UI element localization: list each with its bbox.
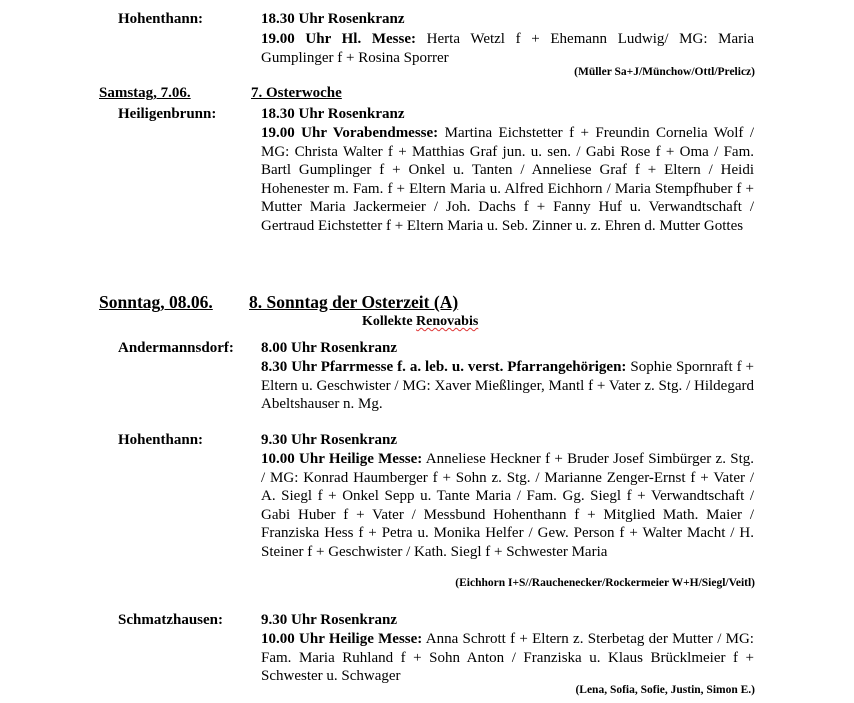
mass-entry bbox=[261, 630, 754, 686]
altar-servers: (Lena, Sofia, Sofie, Justin, Simon E.) bbox=[575, 684, 755, 696]
rosary-time: 9.30 Uhr Rosenkranz bbox=[261, 612, 397, 628]
day-header-date: Sonntag, 08.06. bbox=[99, 292, 213, 312]
location-label: Heiligenbrunn: bbox=[118, 106, 217, 122]
mass-label: 19.00 Uhr Vorabendmesse: bbox=[261, 125, 439, 141]
mass-entry bbox=[261, 30, 754, 67]
mass-intentions: Herta Wetzl f + Ehemann Ludwig/ MG: Maria Gumplinger f + Rosina Sporrer bbox=[261, 31, 754, 66]
altar-servers: (Müller Sa+J/Münchow/Ottl/Prelicz) bbox=[574, 66, 755, 78]
rosary-time: 18.30 Uhr Rosenkranz bbox=[261, 11, 405, 27]
location-label: Schmatzhausen: bbox=[118, 612, 224, 628]
mass-entry bbox=[261, 124, 754, 236]
location-label: Andermannsdorf: bbox=[118, 340, 234, 356]
location-label: Hohenthann: bbox=[118, 11, 204, 27]
collection-label: Kollekte bbox=[362, 314, 413, 329]
mass-label: 10.00 Uhr Heilige Messe: bbox=[261, 451, 423, 467]
mass-label: 19.00 Uhr Hl. Messe: bbox=[261, 31, 417, 47]
day-header-date: Samstag, 7.06. bbox=[99, 85, 191, 101]
mass-intentions: Anneliese Heckner f + Bruder Josef Simbürger z. Stg. / MG: Konrad Haumberger f + Sohn z. Stg. / Marianne Zenger-Ernst f + Vater / A. Siegl f + Onkel Sepp u. Tante Maria / Fam. Gg. Siegl f + Verwandtschaft / Gabi Huber f + Vater / Messbund Hohenthann f + Mitglied Math. Maier / Franziska Hess f + Petra u. Monika Helfer / Gew. Person f + Walter Macht / H. Steiner f + Geschwister / Kath. Siegl f + Schwester Maria bbox=[261, 451, 754, 560]
mass-label: 8.30 Uhr Pfarrmesse f. a. leb. u. verst. Pfarrangehörigen: bbox=[261, 359, 627, 375]
altar-servers: (Eichhorn I+S//Rauchenecker/Rockermeier W+H/Siegl/Veitl) bbox=[455, 577, 755, 589]
mass-intentions: Sophie Spornraft f + Eltern u. Geschwister / MG: Xaver Mießlinger, Mantl f + Vater z. Stg. / Hildegard Abeltshauser n. Mg. bbox=[261, 359, 755, 413]
mass-entry bbox=[261, 450, 754, 562]
mass-intentions: Martina Eichstetter f + Freundin Cornelia Wolf / MG: Christa Walter f + Matthias Graf jun. u. sen. / Gabi Rose f + Oma / Fam. Bartl Gumplinger f + Onkel u. Tanten / Anneliese Graf f + Eltern / Heidi Hohenester m. Fam. f + Eltern Maria u. Alfred Eichhorn / Maria Stempfhuber f + Mutter Maria Jackermeier / Joh. Dachs f + Fanny Huf u. Verwandtschaft / Gertraud Eichstetter f + Eltern Maria u. Seb. Zinner u. z. Ehren d. Mutter Gottes bbox=[261, 125, 755, 234]
collection-name: Renovabis bbox=[416, 314, 479, 329]
day-header-title: 8. Sonntag der Osterzeit (A) bbox=[249, 292, 459, 312]
rosary-time: 18.30 Uhr Rosenkranz bbox=[261, 106, 405, 122]
collection-note bbox=[362, 314, 478, 330]
location-label: Hohenthann: bbox=[118, 432, 204, 448]
mass-entry bbox=[261, 358, 754, 414]
mass-label: 10.00 Uhr Heilige Messe: bbox=[261, 631, 423, 647]
mass-intentions: Anna Schrott f + Eltern z. Sterbetag der Mutter / MG: Fam. Maria Ruhland f + Sohn Anton / Franziska u. Klaus Brücklmeier f + Schwester u. Schwager bbox=[261, 631, 754, 685]
rosary-time: 9.30 Uhr Rosenkranz bbox=[261, 432, 397, 448]
day-header-title: 7. Osterwoche bbox=[251, 85, 342, 101]
rosary-time: 8.00 Uhr Rosenkranz bbox=[261, 340, 397, 356]
